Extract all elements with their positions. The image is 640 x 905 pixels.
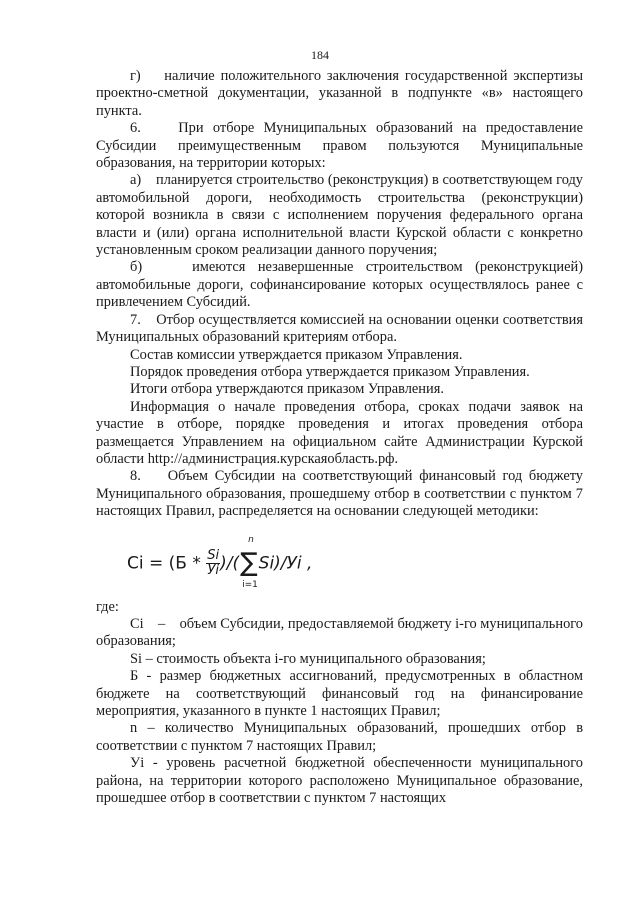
subsidy-formula bbox=[96, 527, 583, 595]
page-number: 184 bbox=[311, 48, 329, 62]
sum-upper-limit: n bbox=[248, 535, 254, 546]
formula-fraction bbox=[206, 549, 220, 578]
fraction-denominator: Уi bbox=[207, 562, 219, 578]
definition-b: Б - размер бюджетных ассигнований, предусмотренных в областном бюджете на соответствующий финансовый год на финансирование мероприятия, указанного в пункте 1 настоящих Правил; bbox=[96, 668, 583, 719]
definition-ui: Уi - уровень расчетной бюджетной обеспеченности муниципального района, на территории которого расположено Муниципальное образование, прошедшее отбор в соответствии с пунктом 7 настоящих bbox=[96, 755, 583, 807]
paragraph-6a: а) планируется строительство (реконструкция) в соответствующем году автомобильной дороги, необходимость строительства (реконструкции) которой возникла в связи с исполнением поручения федерального органа власти и (или) органа исполнительной власти Курской области с конкретно установленным сроком реализации данного поручения; bbox=[96, 172, 583, 259]
definition-si: Si – стоимость объекта i-го муниципального образования; bbox=[130, 650, 486, 667]
paragraph-information: Информация о начале проведения отбора, сроках подачи заявок на участие в отборе, порядке проведения и итогах проведения отбора размещается Управлением на официальном сайте Администрации Курской области http://администрация.курскаяобласть.рф. bbox=[96, 398, 583, 467]
paragraph-4g: г) наличие положительного заключения государственной экспертизы проектно-сметной документации, указанной в подпункте «в» настоящего пункта. bbox=[96, 68, 583, 119]
definition-ci: Сi – объем Субсидии, предоставляемой бюджету i-го муниципального образования; bbox=[96, 615, 583, 650]
sum-lower-limit: i=1 bbox=[242, 580, 258, 591]
paragraph-results: Итоги отбора утверждаются приказом Управления. bbox=[130, 381, 444, 398]
paragraph-procedure: Порядок проведения отбора утверждается приказом Управления. bbox=[130, 363, 530, 380]
paragraph-6b: б) имеются незавершенные строительством (реконструкцией) автомобильные дороги, софинансирование которых осуществлялось ранее с привлечением Субсидий. bbox=[96, 259, 583, 311]
fraction-numerator: Si bbox=[207, 547, 220, 563]
where-label: где: bbox=[96, 598, 119, 615]
formula-sum-body: Si)/Уi , bbox=[258, 553, 313, 574]
formula-lhs: Сi = (Б * bbox=[127, 553, 201, 574]
paragraph-7: 7. Отбор осуществляется комиссией на основании оценки соответствия Муниципальных образований критериям отбора. bbox=[96, 311, 583, 346]
page-content bbox=[96, 68, 583, 807]
paragraph-commission: Состав комиссии утверждается приказом Управления. bbox=[130, 346, 463, 363]
paragraph-8: 8. Объем Субсидии на соответствующий финансовый год бюджету Муниципального образования, прошедшему отбор в соответствии с пунктом 7 настоящих Правил, распределяется на основании следующей методики: bbox=[96, 468, 583, 520]
paragraph-6: 6. При отборе Муниципальных образований на предоставление Субсидии преимущественным правом пользуются Муниципальные образования, на территории которых: bbox=[96, 120, 583, 172]
definition-n: n – количество Муниципальных образований, прошедших отбор в соответствии с пунктом 7 настоящих Правил; bbox=[96, 720, 583, 754]
formula-mid: )/( bbox=[220, 553, 240, 574]
sum-sigma-icon: ∑ n i=1 bbox=[240, 535, 258, 591]
